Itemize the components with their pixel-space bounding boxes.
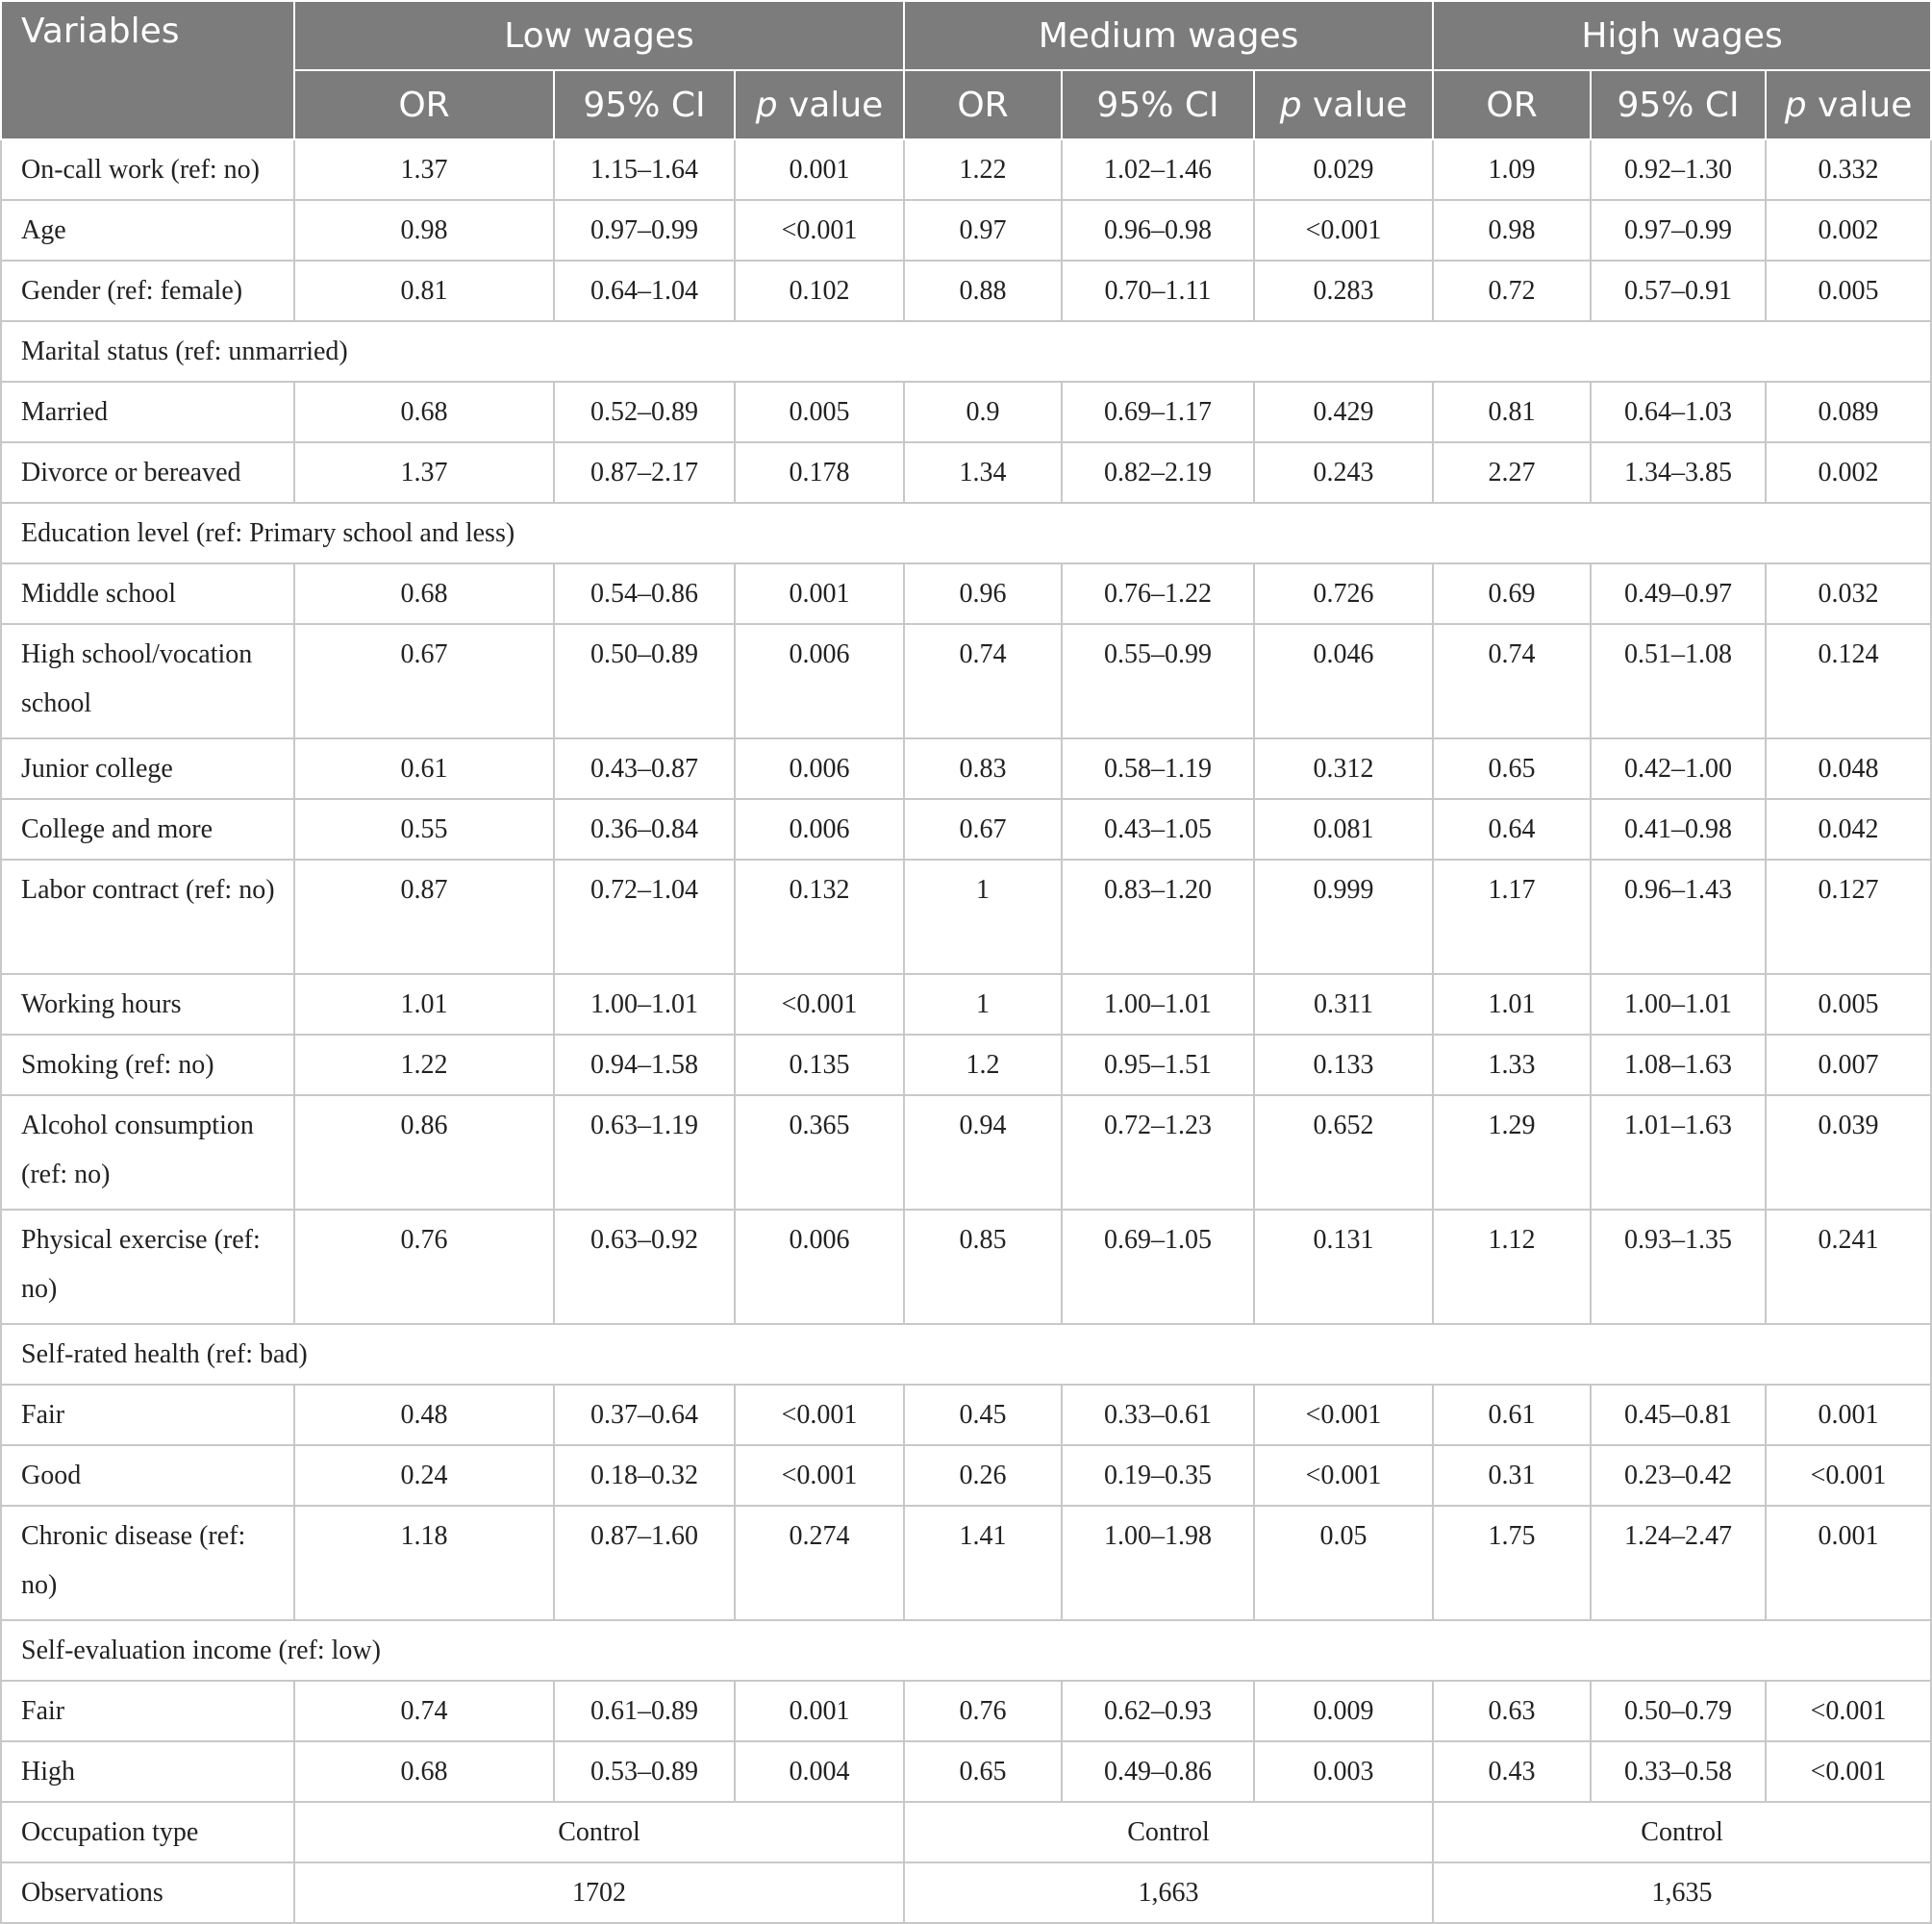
ci-cell: 0.72–1.04 [554,860,735,974]
p-value-header: p value [1254,70,1433,139]
or-cell: 0.69 [1433,563,1591,624]
or-cell: 1.22 [904,139,1062,200]
ci-cell: 0.51–1.08 [1591,624,1766,738]
ci-cell: 0.43–1.05 [1062,799,1254,860]
or-cell: 0.74 [294,1681,554,1741]
or-cell: 1.22 [294,1035,554,1095]
variables-header: Variables [1,1,294,139]
ci-cell: 0.52–0.89 [554,382,735,442]
ci-header: 95% CI [1591,70,1766,139]
ci-cell: 1.00–1.98 [1062,1506,1254,1620]
or-cell: 1.37 [294,442,554,503]
table-row [1,624,1931,738]
p-value-cell: 0.046 [1254,624,1433,738]
or-cell: 0.43 [1433,1741,1591,1802]
or-header: OR [904,70,1062,139]
table-row [1,139,1931,200]
ci-cell: 0.93–1.35 [1591,1210,1766,1324]
or-cell: 1.29 [1433,1095,1591,1210]
ci-cell: 0.55–0.99 [1062,624,1254,738]
p-value-cell: 0.001 [1766,1506,1931,1620]
p-value-cell: <0.001 [1254,1445,1433,1506]
or-cell: 0.81 [1433,382,1591,442]
ci-cell: 1.24–2.47 [1591,1506,1766,1620]
or-cell: 1.17 [1433,860,1591,974]
table-row [1,442,1931,503]
table-row [1,1741,1931,1802]
p-value-cell: 0.243 [1254,442,1433,503]
ci-cell: 0.83–1.20 [1062,860,1254,974]
p-value-cell: 0.032 [1766,563,1931,624]
p-value-cell: 0.311 [1254,974,1433,1035]
or-cell: 0.94 [904,1095,1062,1210]
ci-cell: 1.02–1.46 [1062,139,1254,200]
table-row [1,261,1931,321]
or-cell: 0.61 [294,738,554,799]
p-value-header: p value [1766,70,1931,139]
or-cell: 0.81 [294,261,554,321]
ci-cell: 0.37–0.64 [554,1385,735,1445]
table-row [1,1385,1931,1445]
or-cell: 1.01 [1433,974,1591,1035]
or-cell: 1 [904,974,1062,1035]
or-cell: 1.33 [1433,1035,1591,1095]
or-cell: 1.37 [294,139,554,200]
ci-cell: 0.92–1.30 [1591,139,1766,200]
or-cell: 0.87 [294,860,554,974]
or-cell: 0.98 [294,200,554,261]
ci-cell: 0.94–1.58 [554,1035,735,1095]
p-value-cell: 0.365 [735,1095,904,1210]
variable-label: Fair [1,1385,294,1445]
or-cell: 1.41 [904,1506,1062,1620]
variable-label: Smoking (ref: no) [1,1035,294,1095]
variable-label: Working hours [1,974,294,1035]
ci-cell: 0.96–0.98 [1062,200,1254,261]
p-value-cell: 0.006 [735,624,904,738]
ci-cell: 1.00–1.01 [1062,974,1254,1035]
p-value-cell: 0.048 [1766,738,1931,799]
ci-cell: 0.33–0.58 [1591,1741,1766,1802]
p-value-cell: 0.133 [1254,1035,1433,1095]
p-value-cell: 0.001 [1766,1385,1931,1445]
or-cell: 0.76 [904,1681,1062,1741]
p-value-cell: 0.332 [1766,139,1931,200]
ci-cell: 0.87–2.17 [554,442,735,503]
spanned-cell: 1702 [294,1862,904,1923]
ci-cell: 0.42–1.00 [1591,738,1766,799]
p-value-cell: 0.003 [1254,1741,1433,1802]
ci-cell: 0.63–0.92 [554,1210,735,1324]
variable-label: Physical exercise (ref: no) [1,1210,294,1324]
spanned-cell: 1,663 [904,1862,1433,1923]
p-value-cell: 0.006 [735,1210,904,1324]
ci-cell: 0.87–1.60 [554,1506,735,1620]
p-value-cell: 0.029 [1254,139,1433,200]
p-value-cell: 0.002 [1766,442,1931,503]
table-row [1,1095,1931,1210]
ci-cell: 0.36–0.84 [554,799,735,860]
table-row [1,974,1931,1035]
variable-label: High [1,1741,294,1802]
variable-label: Junior college [1,738,294,799]
table-row [1,1506,1931,1620]
p-value-cell: 0.124 [1766,624,1931,738]
ci-cell: 0.58–1.19 [1062,738,1254,799]
or-cell: 1 [904,860,1062,974]
or-cell: 0.68 [294,382,554,442]
ci-cell: 0.50–0.79 [1591,1681,1766,1741]
spanned-cell: Control [294,1802,904,1862]
p-value-cell: <0.001 [735,1445,904,1506]
variable-label: Divorce or bereaved [1,442,294,503]
section-row [1,503,1931,563]
p-value-cell: 0.726 [1254,563,1433,624]
or-cell: 0.85 [904,1210,1062,1324]
or-header: OR [294,70,554,139]
variable-label: Middle school [1,563,294,624]
variable-label: High school/vocation school [1,624,294,738]
p-value-cell: 0.127 [1766,860,1931,974]
or-cell: 0.96 [904,563,1062,624]
ci-cell: 0.63–1.19 [554,1095,735,1210]
p-value-cell: 0.131 [1254,1210,1433,1324]
p-value-cell: 0.001 [735,563,904,624]
p-value-cell: 0.999 [1254,860,1433,974]
ci-cell: 0.69–1.05 [1062,1210,1254,1324]
variable-label: Occupation type [1,1802,294,1862]
or-cell: 0.31 [1433,1445,1591,1506]
ci-cell: 0.64–1.03 [1591,382,1766,442]
variable-label: College and more [1,799,294,860]
variable-label: Age [1,200,294,261]
spanned-cell: Control [1433,1802,1931,1862]
p-value-cell: 0.009 [1254,1681,1433,1741]
table-row [1,1802,1931,1862]
p-value-cell: 0.007 [1766,1035,1931,1095]
group-header-medium-wages: Medium wages [904,1,1433,70]
ci-cell: 1.34–3.85 [1591,442,1766,503]
ci-cell: 1.08–1.63 [1591,1035,1766,1095]
p-value-cell: 0.006 [735,799,904,860]
variable-label: Gender (ref: female) [1,261,294,321]
spanned-cell: Control [904,1802,1433,1862]
variable-label: Married [1,382,294,442]
variable-label: Alcohol consumption (ref: no) [1,1095,294,1210]
p-value-cell: 0.001 [735,1681,904,1741]
or-cell: 0.86 [294,1095,554,1210]
variable-label: Labor contract (ref: no) [1,860,294,974]
or-cell: 0.68 [294,1741,554,1802]
variable-label: Good [1,1445,294,1506]
table-row [1,563,1931,624]
table-row [1,200,1931,261]
p-value-cell: 0.081 [1254,799,1433,860]
ci-cell: 0.76–1.22 [1062,563,1254,624]
p-value-cell: 0.005 [735,382,904,442]
p-value-cell: 0.283 [1254,261,1433,321]
or-cell: 2.27 [1433,442,1591,503]
or-cell: 0.98 [1433,200,1591,261]
table-row [1,382,1931,442]
p-value-cell: 0.089 [1766,382,1931,442]
table-row [1,860,1931,974]
group-header-high-wages: High wages [1433,1,1931,70]
ci-cell: 0.64–1.04 [554,261,735,321]
or-cell: 0.64 [1433,799,1591,860]
p-value-cell: <0.001 [1254,200,1433,261]
ci-cell: 0.33–0.61 [1062,1385,1254,1445]
ci-cell: 0.53–0.89 [554,1741,735,1802]
or-cell: 0.26 [904,1445,1062,1506]
p-value-cell: <0.001 [1766,1681,1931,1741]
p-value-cell: <0.001 [1766,1741,1931,1802]
p-value-cell: <0.001 [1766,1445,1931,1506]
or-cell: 0.65 [1433,738,1591,799]
group-header-row [1,1,1931,70]
table-row [1,738,1931,799]
p-value-cell: <0.001 [1254,1385,1433,1445]
section-row [1,321,1931,382]
table-row [1,1862,1931,1923]
variable-label: Chronic disease (ref: no) [1,1506,294,1620]
or-cell: 0.48 [294,1385,554,1445]
p-value-cell: 0.135 [735,1035,904,1095]
or-cell: 0.97 [904,200,1062,261]
or-cell: 0.24 [294,1445,554,1506]
or-cell: 1.75 [1433,1506,1591,1620]
ci-header: 95% CI [1062,70,1254,139]
spanned-cell: 1,635 [1433,1862,1931,1923]
ci-cell: 0.72–1.23 [1062,1095,1254,1210]
p-value-cell: 0.652 [1254,1095,1433,1210]
or-cell: 0.9 [904,382,1062,442]
ci-cell: 0.43–0.87 [554,738,735,799]
p-value-cell: 0.005 [1766,974,1931,1035]
p-value-cell: 0.005 [1766,261,1931,321]
or-cell: 0.88 [904,261,1062,321]
p-value-cell: 0.042 [1766,799,1931,860]
or-cell: 0.65 [904,1741,1062,1802]
table-body [1,139,1931,1923]
or-cell: 0.76 [294,1210,554,1324]
ci-cell: 1.15–1.64 [554,139,735,200]
p-value-cell: 0.001 [735,139,904,200]
p-value-cell: 0.274 [735,1506,904,1620]
ci-cell: 0.62–0.93 [1062,1681,1254,1741]
p-value-cell: 0.178 [735,442,904,503]
ci-cell: 0.69–1.17 [1062,382,1254,442]
or-cell: 1.34 [904,442,1062,503]
section-row [1,1324,1931,1385]
ci-cell: 0.41–0.98 [1591,799,1766,860]
or-cell: 0.61 [1433,1385,1591,1445]
ci-cell: 0.18–0.32 [554,1445,735,1506]
p-value-cell: 0.241 [1766,1210,1931,1324]
p-value-cell: 0.05 [1254,1506,1433,1620]
table-row [1,1035,1931,1095]
or-cell: 1.12 [1433,1210,1591,1324]
or-cell: 0.67 [904,799,1062,860]
or-cell: 1.2 [904,1035,1062,1095]
ci-cell: 0.61–0.89 [554,1681,735,1741]
or-cell: 0.72 [1433,261,1591,321]
or-cell: 1.18 [294,1506,554,1620]
variable-label: On-call work (ref: no) [1,139,294,200]
or-cell: 0.74 [904,624,1062,738]
section-row [1,1620,1931,1681]
p-value-cell: <0.001 [735,1385,904,1445]
p-value-cell: <0.001 [735,200,904,261]
variable-label: Observations [1,1862,294,1923]
ci-cell: 1.01–1.63 [1591,1095,1766,1210]
or-header: OR [1433,70,1591,139]
p-value-header: p value [735,70,904,139]
p-value-cell: 0.429 [1254,382,1433,442]
or-cell: 0.74 [1433,624,1591,738]
variable-label: Fair [1,1681,294,1741]
table-row [1,1681,1931,1741]
p-value-cell: 0.039 [1766,1095,1931,1210]
p-value-cell: 0.004 [735,1741,904,1802]
ci-cell: 0.95–1.51 [1062,1035,1254,1095]
table-row [1,1445,1931,1506]
or-cell: 0.63 [1433,1681,1591,1741]
or-cell: 1.01 [294,974,554,1035]
ci-cell: 0.54–0.86 [554,563,735,624]
ci-cell: 0.45–0.81 [1591,1385,1766,1445]
or-cell: 1.09 [1433,139,1591,200]
ci-cell: 0.97–0.99 [1591,200,1766,261]
p-value-cell: 0.132 [735,860,904,974]
ci-cell: 1.00–1.01 [554,974,735,1035]
p-value-cell: 0.312 [1254,738,1433,799]
ci-cell: 0.19–0.35 [1062,1445,1254,1506]
ci-cell: 0.49–0.97 [1591,563,1766,624]
ci-cell: 0.96–1.43 [1591,860,1766,974]
p-value-cell: 0.102 [735,261,904,321]
ci-cell: 0.23–0.42 [1591,1445,1766,1506]
ci-cell: 0.82–2.19 [1062,442,1254,503]
ci-cell: 0.57–0.91 [1591,261,1766,321]
section-label: Marital status (ref: unmarried) [1,321,1931,382]
or-cell: 0.45 [904,1385,1062,1445]
section-label: Education level (ref: Primary school and less) [1,503,1931,563]
or-cell: 0.55 [294,799,554,860]
section-label: Self-rated health (ref: bad) [1,1324,1931,1385]
ci-cell: 0.49–0.86 [1062,1741,1254,1802]
table-row [1,799,1931,860]
group-header-low-wages: Low wages [294,1,904,70]
ci-cell: 0.50–0.89 [554,624,735,738]
table-header [1,1,1931,139]
ci-cell: 1.00–1.01 [1591,974,1766,1035]
p-value-cell: 0.002 [1766,200,1931,261]
or-cell: 0.68 [294,563,554,624]
or-cell: 0.83 [904,738,1062,799]
table-row [1,1210,1931,1324]
ci-header: 95% CI [554,70,735,139]
or-cell: 0.67 [294,624,554,738]
p-value-cell: <0.001 [735,974,904,1035]
ci-cell: 0.70–1.11 [1062,261,1254,321]
p-value-cell: 0.006 [735,738,904,799]
section-label: Self-evaluation income (ref: low) [1,1620,1931,1681]
ci-cell: 0.97–0.99 [554,200,735,261]
